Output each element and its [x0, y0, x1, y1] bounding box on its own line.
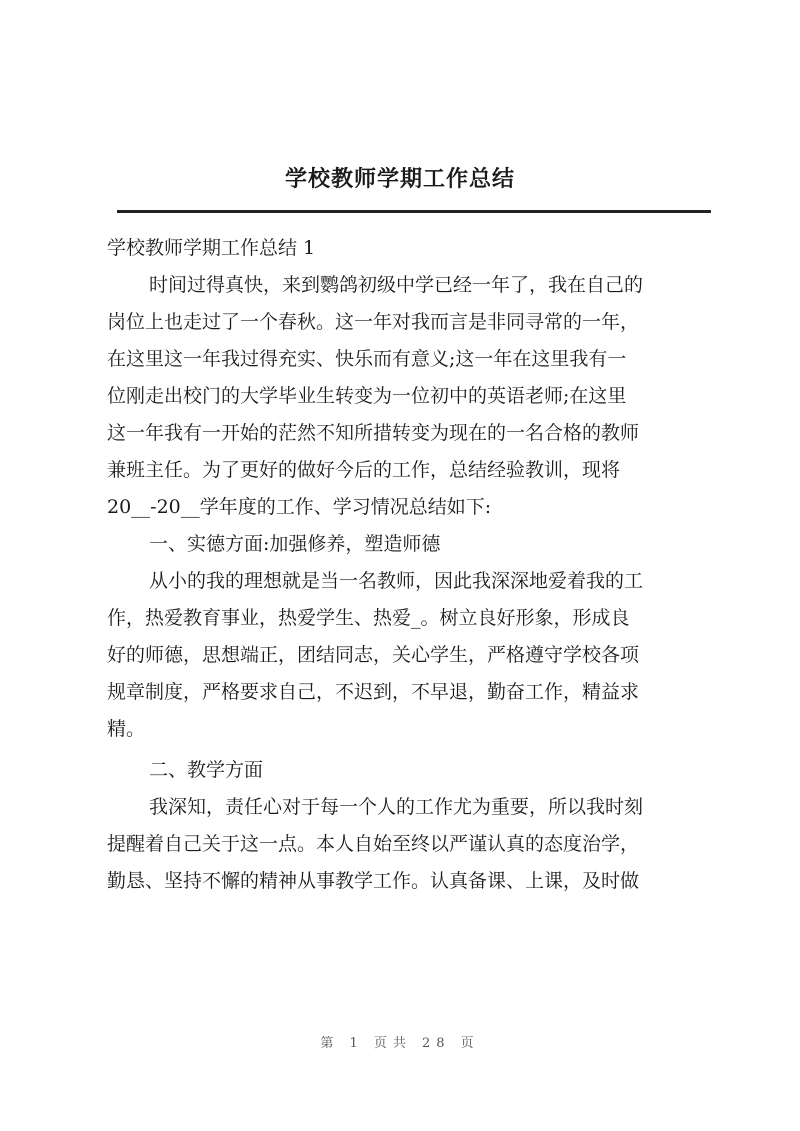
paragraph-line: 规章制度，严格要求自己，不迟到，不早退，勤奋工作，精益求 [107, 681, 640, 703]
paragraph-line: 提醒着自己关于这一点。本人自始至终以严谨认真的态度治学， [107, 833, 640, 855]
paragraph-line: 在这里这一年我过得充实、快乐而有意义;这一年在这里我有一 [107, 348, 627, 370]
paragraph-line: 好的师德，思想端正，团结同志，关心学生，严格遵守学校各项 [107, 644, 640, 666]
paragraph-line: 时间过得真快，来到鹦鸽初级中学已经一年了，我在自己的 [149, 274, 644, 296]
paragraph-line: 精。 [107, 718, 146, 740]
paragraph-line: 我深知，责任心对于每一个人的工作尤为重要，所以我时刻 [149, 796, 644, 818]
document-body [107, 230, 717, 900]
paragraph-line: 勤恳、坚持不懈的精神从事教学工作。认真备课、上课，及时做 [107, 870, 640, 892]
subsection-heading: 一、实德方面:加强修养，塑造师德 [149, 533, 441, 555]
title-divider [117, 210, 711, 213]
section-heading: 学校教师学期工作总结 1 [107, 237, 316, 259]
paragraph-line: 20__-20__学年度的工作、学习情况总结如下: [107, 496, 492, 518]
document-title: 学校教师学期工作总结 [284, 166, 515, 192]
subsection-heading: 二、教学方面 [149, 759, 264, 781]
paragraph-line: 这一年我有一开始的茫然不知所措转变为现在的一名合格的教师 [107, 422, 640, 444]
paragraph-line: 从小的我的理想就是当一名教师，因此我深深地爱着我的工 [149, 570, 644, 592]
paragraph-line: 兼班主任。为了更好的做好今后的工作，总结经验教训，现将 [107, 459, 621, 481]
page-footer: 第 1 页共 28 页 [320, 1036, 480, 1051]
paragraph-line: 位刚走出校门的大学毕业生转变为一位初中的英语老师;在这里 [107, 385, 627, 407]
paragraph-line: 作，热爱教育事业，热爱学生、热爱_。树立良好形象，形成良 [107, 607, 630, 629]
paragraph-line: 岗位上也走过了一个春秋。这一年对我而言是非同寻常的一年， [107, 311, 640, 333]
